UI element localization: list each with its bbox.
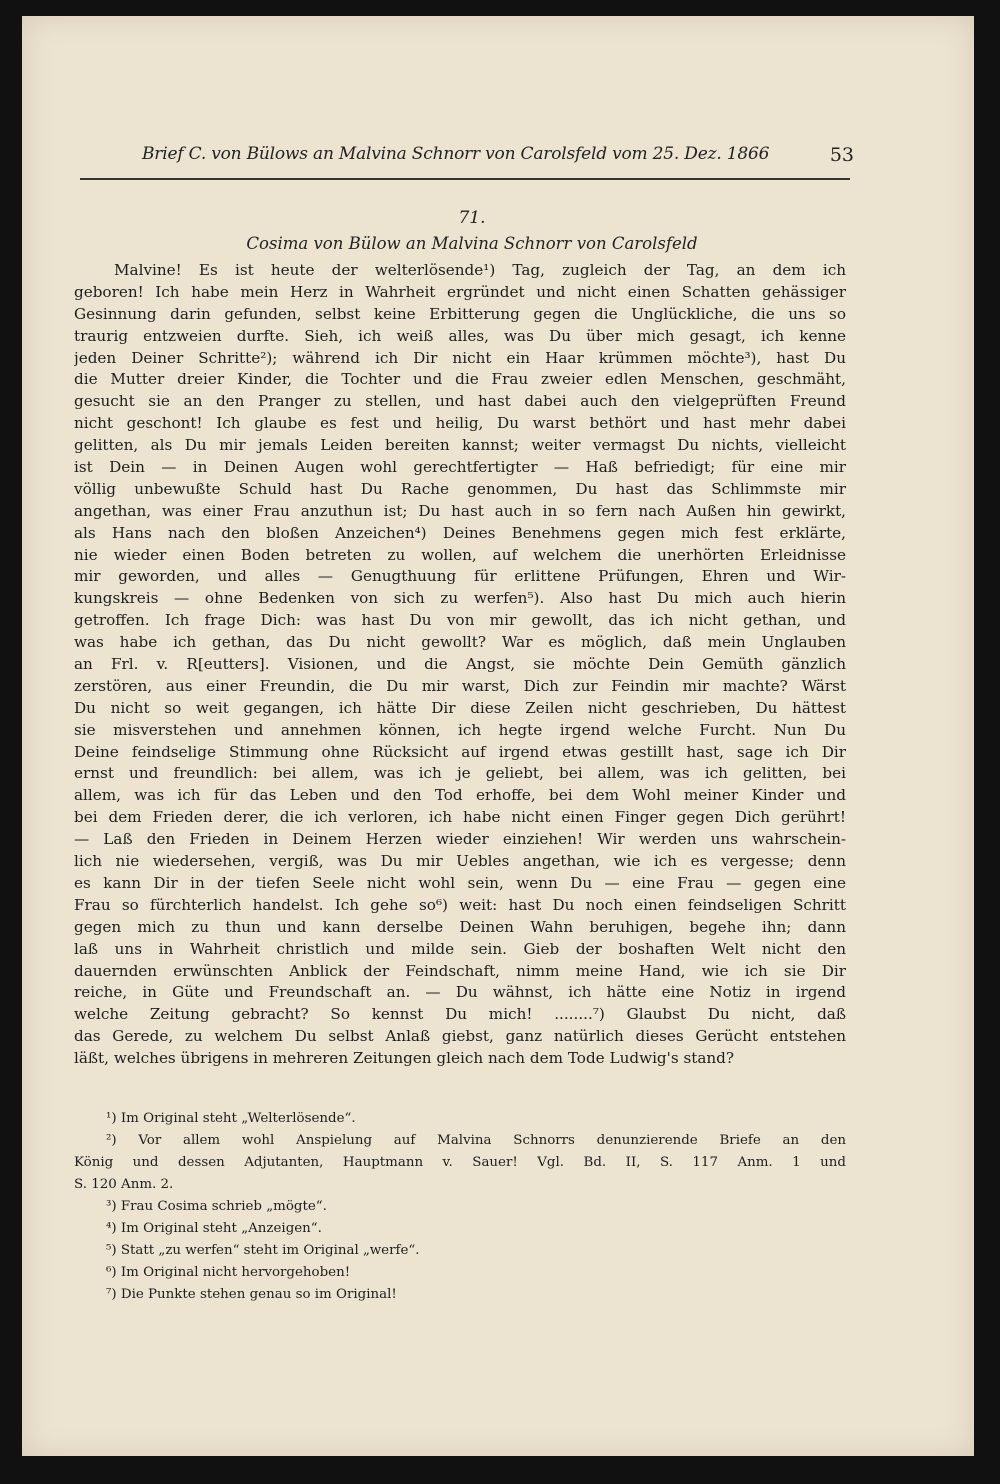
running-header <box>80 140 854 180</box>
body-line: Gesinnung darin gefunden, selbst keine Erbitterung gegen die Unglückliche, die uns so <box>74 304 846 323</box>
letter-number: 71. <box>458 208 486 228</box>
body-line: was habe ich gethan, das Du nicht gewollt? War es möglich, daß mein Unglauben <box>74 633 846 652</box>
body-line: Malvine! Es ist heute der welterlösende¹) Tag, zugleich der Tag, an dem ich <box>114 261 846 279</box>
body-line: gesucht sie an den Pranger zu stellen, und hast dabei auch den vielgeprüften Freund <box>74 392 846 411</box>
body-line: sie misverstehen und annehmen können, ich hegte irgend welche Furcht. Nun Du <box>74 720 846 739</box>
footnote-3: ³) Frau Cosima schrieb „mögte“. <box>106 1199 327 1214</box>
body-line: jeden Deiner Schritte²); während ich Dir nicht ein Haar krümmen möchte³), hast Du <box>74 348 846 367</box>
body-line: völlig unbewußte Schuld hast Du Rache genommen, Du hast das Schlimmste mir <box>74 479 846 498</box>
body-line: bei dem Frieden derer, die ich verloren, ich habe nicht einen Finger gegen Dich gerührt! <box>74 808 846 827</box>
body-line: mir geworden, und alles — Genugthuung für erlittene Prüfungen, Ehren und Wir- <box>74 567 846 586</box>
body-line: Frau so fürchterlich handelst. Ich gehe so⁶) weit: hast Du noch einen feindseligen Schritt <box>74 895 846 914</box>
running-title: Brief C. von Bülows an Malvina Schnorr von Carolsfeld vom 25. Dez. 1866 <box>142 144 770 164</box>
body-line: lich nie wiedersehen, vergiß, was Du mir Uebles angethan, wie ich es vergesse; denn <box>74 852 846 871</box>
footnote-6: ⁶) Im Original nicht hervorgehoben! <box>106 1265 351 1280</box>
body-line: reiche, in Güte und Freundschaft an. — Du wähnst, ich hätte eine Notiz in irgend <box>74 983 846 1002</box>
body-line: laß uns in Wahrheit christlich und milde sein. Gieb der boshaften Welt nicht den <box>74 939 846 958</box>
body-line: getroffen. Ich frage Dich: was hast Du von mir gewollt, das ich nicht gethan, und <box>74 611 846 630</box>
body-line: zerstören, aus einer Freundin, die Du mir warst, Dich zur Feindin mir machte? Wärst <box>74 676 846 695</box>
footnote-7: ⁷) Die Punkte stehen genau so im Original! <box>106 1287 397 1302</box>
body-line: traurig entzweien durfte. Sieh, ich weiß alles, was Du über mich gesagt, ich kenne <box>74 326 846 345</box>
footnote-5: ⁵) Statt „zu werfen“ steht im Original „werfe“. <box>106 1243 420 1258</box>
body-line: geboren! Ich habe mein Herz in Wahrheit ergründet und nicht einen Schatten gehässiger <box>74 282 846 301</box>
body-line: gelitten, als Du mir jemals Leiden bereiten kannst; weiter vermagst Du nichts, vielleicht <box>74 436 846 455</box>
body-line: — Laß den Frieden in Deinem Herzen wieder einziehen! Wir werden uns wahrschein- <box>74 830 846 849</box>
footnote-2-line-3: S. 120 Anm. 2. <box>74 1177 174 1192</box>
body-line: die Mutter dreier Kinder, die Tochter und die Frau zweier edlen Menschen, geschmäht, <box>74 370 846 389</box>
footnote-2-line-2: König und dessen Adjutanten, Hauptmann v. Sauer! Vgl. Bd. II, S. 117 Anm. 1 und <box>74 1155 846 1170</box>
book-page <box>22 16 974 1456</box>
body-line: dauernden erwünschten Anblick der Feindschaft, nimm meine Hand, wie ich sie Dir <box>74 961 846 980</box>
footnote-2-line-1: ²) Vor allem wohl Anspielung auf Malvina Schnorrs denunzierende Briefe an den <box>106 1133 846 1148</box>
body-line: das Gerede, zu welchem Du selbst Anlaß giebst, ganz natürlich dieses Gerücht entstehen <box>74 1027 846 1046</box>
body-line: als Hans nach den bloßen Anzeichen⁴) Deines Benehmens gegen mich fest erklärte, <box>74 523 846 542</box>
body-line: an Frl. v. R[eutters]. Visionen, und die Angst, sie möchte Dein Gemüth gänzlich <box>74 655 846 674</box>
footnote-4: ⁴) Im Original steht „Anzeigen“. <box>106 1221 322 1236</box>
footnotes <box>74 1108 846 1306</box>
body-line: nicht geschont! Ich glaube es fest und heilig, Du warst bethört und hast mehr dabei <box>74 414 846 433</box>
body-line: Deine feindselige Stimmung ohne Rücksicht auf irgend etwas gestillt hast, sage ich Dir <box>74 742 846 761</box>
body-line: welche Zeitung gebracht? So kennst Du mich! ........⁷) Glaubst Du nicht, daß <box>74 1005 846 1024</box>
body-line: läßt, welches übrigens in mehreren Zeitungen gleich nach dem Tode Ludwig's stand? <box>74 1049 735 1068</box>
body-line: Du nicht so weit gegangen, ich hätte Dir diese Zeilen nicht geschrieben, Du hättest <box>74 698 846 717</box>
body-line: angethan, was einer Frau anzuthun ist; Du hast auch in so fern nach Außen hin gewirkt, <box>74 501 846 520</box>
body-line: allem, was ich für das Leben und den Tod erhoffe, bei dem Wohl meiner Kinder und <box>74 786 846 805</box>
letter-body <box>74 260 846 1070</box>
body-line: ist Dein — in Deinen Augen wohl gerechtfertigter — Haß befriedigt; für eine mir <box>74 458 846 477</box>
body-line: es kann Dir in der tiefen Seele nicht wohl sein, wenn Du — eine Frau — gegen eine <box>74 873 846 892</box>
body-line: kungskreis — ohne Bedenken von sich zu werfen⁵). Also hast Du mich auch hierin <box>74 589 846 608</box>
letter-title: Cosima von Bülow an Malvina Schnorr von Carolsfeld <box>246 234 698 253</box>
body-line: gegen mich zu thun und kann derselbe Deinen Wahn beruhigen, begehe ihn; dann <box>74 917 846 936</box>
page-number: 53 <box>829 144 854 166</box>
footnote-1: ¹) Im Original steht „Welterlösende“. <box>106 1111 356 1126</box>
body-line: nie wieder einen Boden betreten zu wollen, auf welchem die unerhörten Erleidnisse <box>74 545 846 564</box>
body-line: ernst und freundlich: bei allem, was ich je geliebt, bei allem, was ich gelitten, bei <box>74 764 846 783</box>
